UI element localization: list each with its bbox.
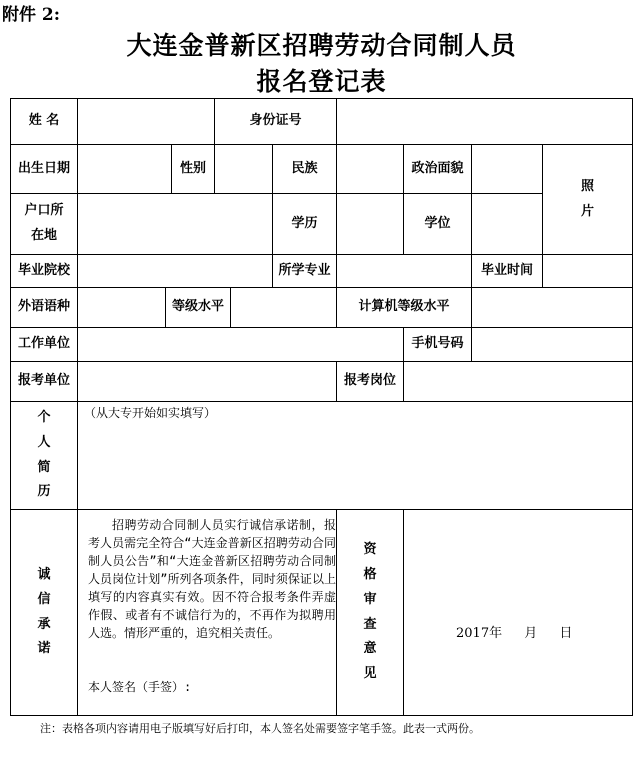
review-label-char-2: 格 (363, 567, 377, 583)
name-label: 姓 名 (10, 98, 78, 145)
foreign-language-field[interactable] (77, 287, 166, 328)
signature-label: 本人签名（手签）: (88, 680, 192, 694)
political-status-label: 政治面貌 (403, 144, 472, 194)
pledge-text: 招聘劳动合同制人员实行诚信承诺制，报考人员需完全符合“大连金普新区招聘劳动合同制人员公告”和“大连金普新区招聘劳动合同制人员岗位计划”所列各项条件，同时须保证以上填写的内容真实有效。因不符合报考条件弄虚作假、或者有不诚信行为的，不再作为拟聘用人选。情形严重的，追究相关责任。 (88, 518, 336, 640)
review-date: 2017年 月 日 (456, 626, 573, 641)
hukou-label-line2: 在地 (30, 228, 57, 243)
ethnic-label: 民族 (272, 144, 337, 194)
review-label-char-3: 审 (363, 591, 377, 607)
review-label-char-5: 意 (363, 641, 377, 657)
form-subtitle: 报名登记表 (256, 67, 387, 96)
major-field[interactable] (336, 254, 472, 288)
work-unit-label: 工作单位 (10, 327, 78, 362)
resume-label-char-4: 历 (37, 484, 51, 500)
computer-level-field[interactable] (471, 287, 633, 328)
attachment-label: 附件 2: (2, 5, 61, 25)
language-level-label: 等级水平 (165, 287, 231, 328)
resume-label-char-3: 简 (37, 459, 51, 475)
footnote: 注：表格各项内容请用电子版填写好后打印，本人签名处需要签字笔手签。此表一式两份。 (40, 722, 480, 735)
school-label: 毕业院校 (10, 254, 78, 288)
review-label (336, 509, 404, 716)
computer-level-label: 计算机等级水平 (336, 287, 472, 328)
gender-label: 性别 (171, 144, 215, 194)
graduation-time-field[interactable] (542, 254, 633, 288)
graduation-time-label: 毕业时间 (471, 254, 543, 288)
review-label-char-4: 查 (363, 616, 377, 632)
apply-unit-label: 报考单位 (10, 361, 78, 402)
pledge-label-char-4: 诺 (37, 641, 51, 657)
pledge-label-char-3: 承 (37, 616, 51, 632)
photo-label-2: 片 (580, 203, 594, 219)
language-level-field[interactable] (230, 287, 337, 328)
birth-date-field[interactable] (77, 144, 172, 194)
form-title: 大连金普新区招聘劳动合同制人员 (126, 31, 517, 60)
education-label: 学历 (272, 193, 337, 255)
major-label: 所学专业 (272, 254, 337, 288)
hukou-label-line1: 户口所 (24, 203, 64, 219)
ethnic-field[interactable] (336, 144, 404, 194)
apply-post-label: 报考岗位 (336, 361, 404, 402)
id-number-label: 身份证号 (214, 98, 337, 145)
pledge-label-char-2: 信 (37, 591, 51, 607)
school-field[interactable] (77, 254, 273, 288)
degree-field[interactable] (471, 193, 543, 255)
foreign-language-label: 外语语种 (10, 287, 78, 328)
pledge-label-char-1: 诚 (37, 567, 51, 583)
photo-label-1: 照 (580, 178, 594, 194)
resume-label-char-1: 个 (37, 410, 51, 426)
gender-field[interactable] (214, 144, 273, 194)
review-label-char-6: 见 (363, 665, 377, 681)
apply-unit-field[interactable] (77, 361, 337, 402)
photo-box[interactable] (542, 144, 633, 255)
review-field[interactable] (403, 509, 633, 716)
apply-post-field[interactable] (403, 361, 633, 402)
hukou-label (10, 193, 78, 255)
id-number-field[interactable] (336, 98, 633, 145)
resume-label (10, 401, 78, 510)
political-status-field[interactable] (471, 144, 543, 194)
hukou-field[interactable] (77, 193, 273, 255)
birth-date-label: 出生日期 (10, 144, 78, 194)
review-label-char-1: 资 (363, 542, 377, 558)
pledge-label (10, 509, 78, 716)
degree-label: 学位 (403, 193, 472, 255)
phone-label: 手机号码 (403, 327, 472, 362)
name-field[interactable] (77, 98, 215, 145)
resume-hint: （从大专开始如实填写） (84, 406, 217, 420)
work-unit-field[interactable] (77, 327, 404, 362)
phone-field[interactable] (471, 327, 633, 362)
education-field[interactable] (336, 193, 404, 255)
resume-label-char-2: 人 (37, 434, 51, 450)
